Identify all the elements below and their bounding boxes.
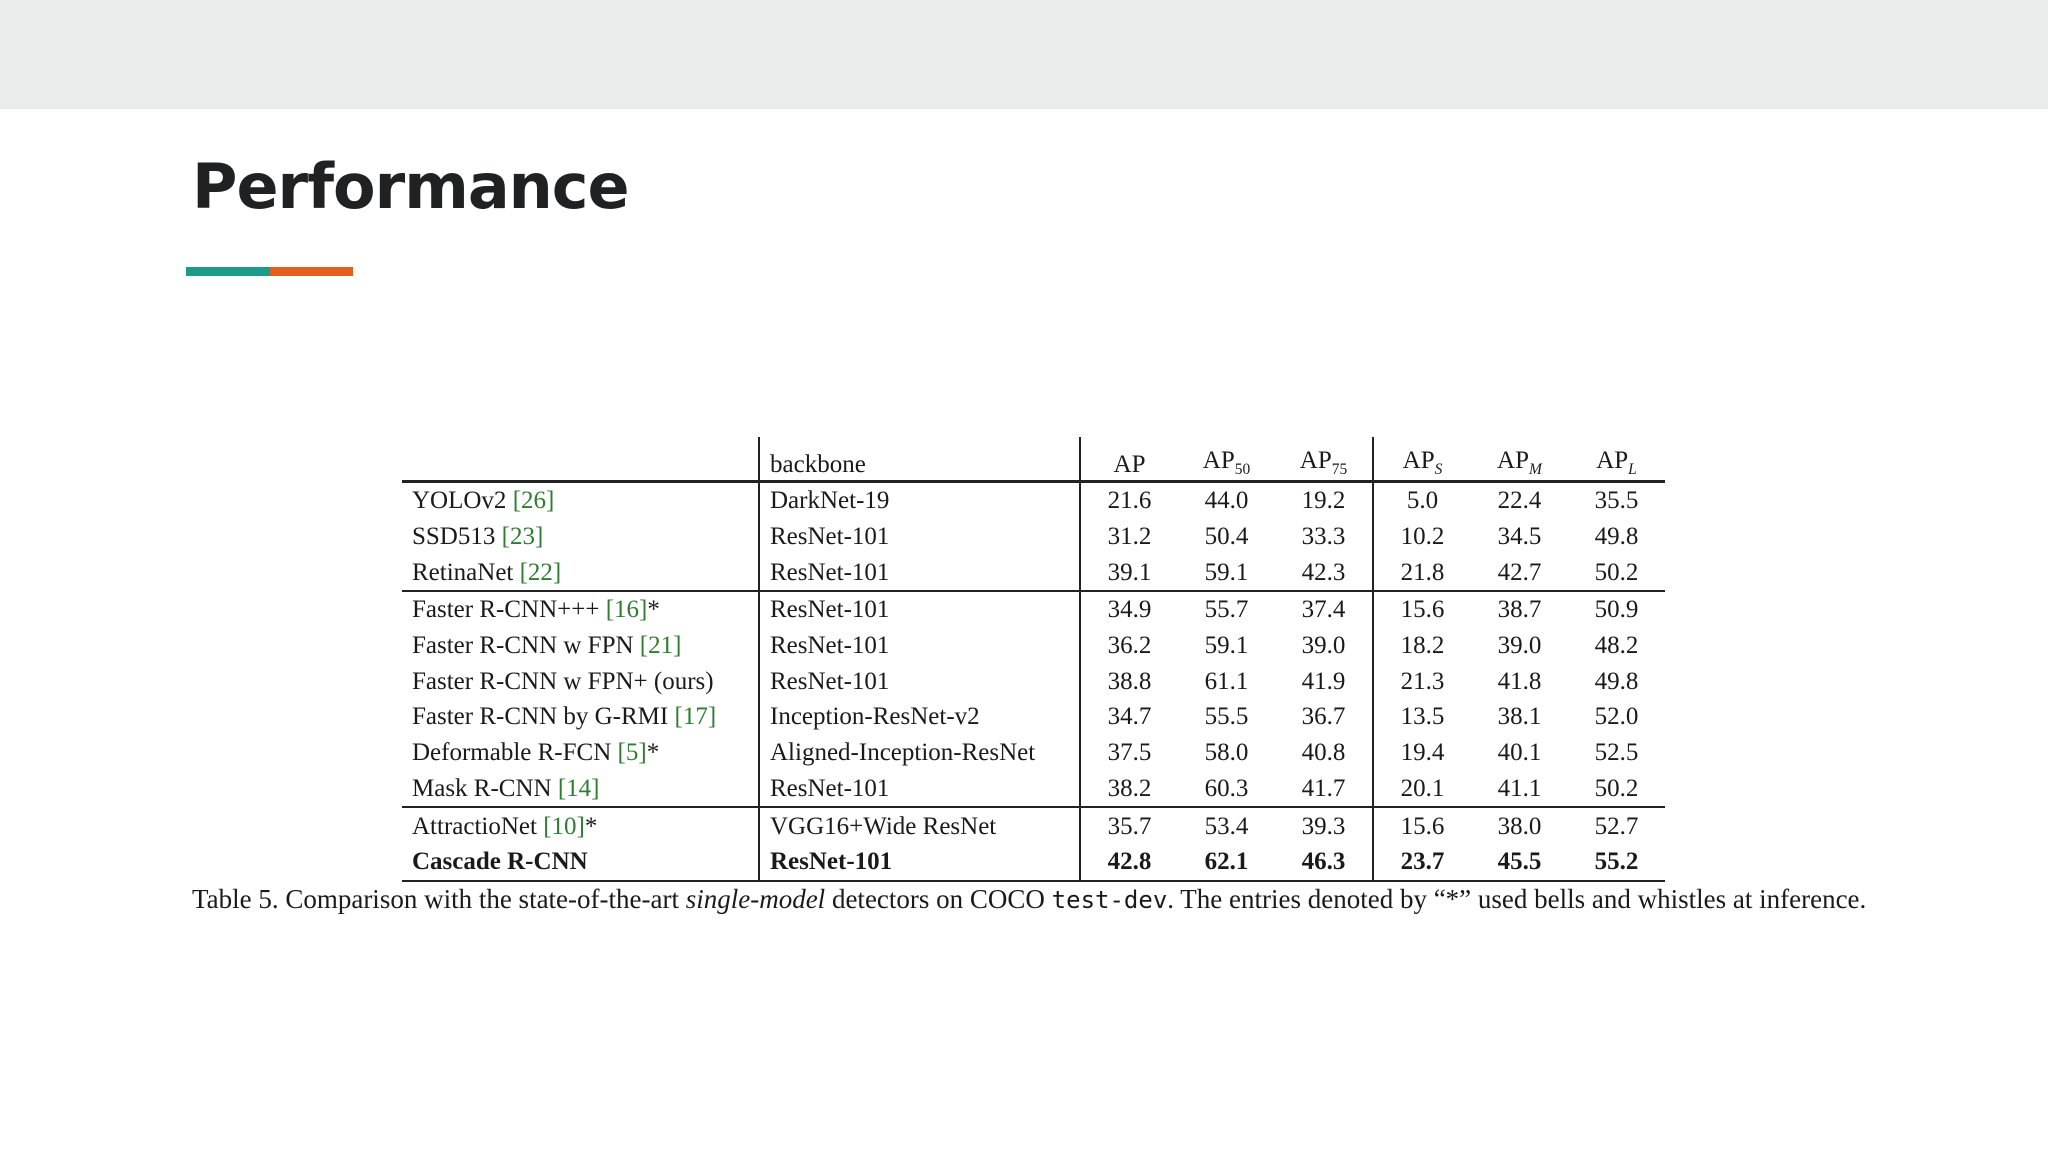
ap50-cell: 59.1 — [1204, 632, 1249, 660]
ap-cell: 35.7 — [1080, 807, 1178, 844]
table-caption: Table 5. Comparison with the state-of-the-art single-model detectors on COCO test-dev. The entries denoted by “*” used bells and whistles at inference. — [192, 884, 1867, 914]
ap75-cell: 41.9 — [1301, 667, 1346, 695]
method-cell — [402, 663, 759, 699]
ap50-cell: 61.1 — [1204, 667, 1249, 695]
ap-cell: 37.5 — [1080, 735, 1178, 771]
aps-cell: 13.5 — [1373, 699, 1471, 735]
method-name: Deformable R-FCN — [412, 739, 618, 767]
apm-cell: 39.0 — [1497, 632, 1542, 660]
apl-cell: 35.5 — [1594, 487, 1639, 515]
table-row — [402, 519, 1665, 555]
citation-link[interactable]: [16] — [605, 596, 648, 624]
accent-bar-teal — [186, 267, 270, 276]
apl-cell: 49.8 — [1594, 523, 1639, 551]
method-name: AttractioNet — [412, 812, 544, 840]
citation-link[interactable]: [22] — [519, 558, 562, 586]
ap50-cell: 55.5 — [1204, 703, 1249, 731]
citation-link[interactable]: [23] — [501, 523, 544, 551]
apm-cell: 22.4 — [1497, 487, 1542, 515]
bells-whistles-mark: * — [646, 739, 660, 767]
apl-cell: 50.9 — [1594, 596, 1639, 624]
apl-cell: 50.2 — [1594, 774, 1639, 802]
method-cell — [402, 771, 759, 808]
method-name: Cascade R-CNN — [412, 848, 588, 876]
table-row — [402, 699, 1665, 735]
ap50-cell: 59.1 — [1204, 558, 1249, 586]
method-name: RetinaNet — [412, 558, 520, 586]
apl-cell: 55.2 — [1594, 848, 1639, 876]
apm-cell: 40.1 — [1497, 739, 1542, 767]
ap50-cell: 60.3 — [1204, 774, 1249, 802]
method-name: SSD513 — [412, 523, 502, 551]
ap75-cell: 37.4 — [1301, 596, 1346, 624]
apl-cell: 50.2 — [1594, 558, 1639, 586]
ap75-cell: 41.7 — [1301, 774, 1346, 802]
apm-cell: 38.1 — [1497, 703, 1542, 731]
method-cell — [402, 482, 759, 519]
ap-cell: 38.8 — [1080, 663, 1178, 699]
aps-cell: 15.6 — [1373, 591, 1471, 628]
ap-cell: 31.2 — [1080, 519, 1178, 555]
citation-link[interactable]: [26] — [512, 487, 555, 515]
citation-link[interactable]: [5] — [617, 739, 647, 767]
apl-cell: 52.0 — [1594, 703, 1639, 731]
table-row — [402, 807, 1665, 844]
backbone-cell: ResNet-101 — [759, 844, 1080, 881]
citation-link[interactable]: [10] — [543, 812, 585, 840]
accent-bar-orange — [270, 267, 353, 276]
method-cell — [402, 807, 759, 844]
table-body — [402, 482, 1665, 881]
backbone-cell: ResNet-101 — [759, 663, 1080, 699]
backbone-cell: ResNet-101 — [759, 519, 1080, 555]
header-ap50: $AP_{50}$ — [1202, 446, 1251, 478]
aps-cell: 10.2 — [1373, 519, 1471, 555]
header-ap: AP — [1080, 437, 1178, 482]
table-header-row — [402, 437, 1665, 482]
apm-cell: 41.8 — [1497, 667, 1542, 695]
backbone-cell: ResNet-101 — [759, 554, 1080, 591]
method-name: Faster R-CNN w FPN — [412, 632, 640, 660]
table-row — [402, 628, 1665, 664]
ap75-cell: 36.7 — [1301, 703, 1346, 731]
table-row — [402, 771, 1665, 808]
aps-cell: 5.0 — [1373, 482, 1471, 519]
apl-cell: 52.5 — [1594, 739, 1639, 767]
results-table — [402, 437, 1665, 882]
apl-cell: 52.7 — [1594, 812, 1639, 840]
method-cell — [402, 628, 759, 664]
ap75-cell: 39.0 — [1301, 632, 1346, 660]
ap-cell: 42.8 — [1080, 844, 1178, 881]
table-row — [402, 591, 1665, 628]
backbone-cell: Aligned-Inception-ResNet — [759, 735, 1080, 771]
backbone-cell: ResNet-101 — [759, 591, 1080, 628]
table-row — [402, 663, 1665, 699]
aps-cell: 21.3 — [1373, 663, 1471, 699]
apl-cell: 48.2 — [1594, 632, 1639, 660]
table-row — [402, 554, 1665, 591]
method-name: Mask R-CNN — [412, 774, 558, 802]
method-cell — [402, 844, 759, 881]
ap75-cell: 19.2 — [1301, 487, 1346, 515]
citation-link[interactable]: [14] — [557, 774, 600, 802]
bells-whistles-mark: * — [584, 812, 598, 840]
method-name: Faster R-CNN w FPN+ (ours) — [412, 667, 714, 695]
ap50-cell: 55.7 — [1204, 596, 1249, 624]
ap-cell: 34.9 — [1080, 591, 1178, 628]
backbone-cell: VGG16+Wide ResNet — [759, 807, 1080, 844]
aps-cell: 21.8 — [1373, 554, 1471, 591]
method-name: Faster R-CNN+++ — [412, 596, 606, 624]
ap50-cell: 53.4 — [1204, 812, 1249, 840]
method-cell — [402, 699, 759, 735]
ap50-cell: 44.0 — [1204, 487, 1249, 515]
ap-cell: 34.7 — [1080, 699, 1178, 735]
ap75-cell: 39.3 — [1301, 812, 1346, 840]
backbone-cell: Inception-ResNet-v2 — [759, 699, 1080, 735]
citation-link[interactable]: [17] — [674, 703, 717, 731]
ap-cell: 39.1 — [1080, 554, 1178, 591]
apm-cell: 41.1 — [1497, 774, 1542, 802]
slide-title: Performance — [192, 150, 629, 223]
top-bar — [0, 0, 2048, 109]
aps-cell: 23.7 — [1373, 844, 1471, 881]
ap75-cell: 46.3 — [1301, 848, 1346, 876]
apm-cell: 34.5 — [1497, 523, 1542, 551]
ap50-cell: 58.0 — [1204, 739, 1249, 767]
method-cell — [402, 591, 759, 628]
header-ap75: $AP_{75}$ — [1299, 446, 1348, 478]
ap75-cell: 40.8 — [1301, 739, 1346, 767]
method-name: YOLOv2 — [412, 487, 513, 515]
header-method — [402, 437, 759, 482]
method-name: Faster R-CNN by G-RMI — [412, 703, 675, 731]
table-row — [402, 735, 1665, 771]
table-row — [402, 482, 1665, 519]
backbone-cell: ResNet-101 — [759, 628, 1080, 664]
aps-cell: 18.2 — [1373, 628, 1471, 664]
ap-cell: 38.2 — [1080, 771, 1178, 808]
ap75-cell: 33.3 — [1301, 523, 1346, 551]
backbone-cell: DarkNet-19 — [759, 482, 1080, 519]
backbone-cell: ResNet-101 — [759, 771, 1080, 808]
apl-cell: 49.8 — [1594, 667, 1639, 695]
ap75-cell: 42.3 — [1301, 558, 1346, 586]
apm-cell: 38.7 — [1497, 596, 1542, 624]
apm-cell: 38.0 — [1497, 812, 1542, 840]
table-row — [402, 844, 1665, 881]
ap50-cell: 62.1 — [1204, 848, 1249, 876]
ap50-cell: 50.4 — [1204, 523, 1249, 551]
aps-cell: 19.4 — [1373, 735, 1471, 771]
header-apl: $AP_L$ — [1596, 446, 1637, 478]
header-backbone: backbone — [759, 437, 1080, 482]
ap-cell: 21.6 — [1080, 482, 1178, 519]
method-cell — [402, 554, 759, 591]
method-cell — [402, 519, 759, 555]
citation-link[interactable]: [21] — [639, 632, 682, 660]
aps-cell: 15.6 — [1373, 807, 1471, 844]
header-apm: $AP_M$ — [1497, 446, 1542, 478]
ap-cell: 36.2 — [1080, 628, 1178, 664]
method-cell — [402, 735, 759, 771]
bells-whistles-mark: * — [647, 596, 660, 624]
aps-cell: 20.1 — [1373, 771, 1471, 808]
apm-cell: 42.7 — [1497, 558, 1542, 586]
header-aps: $AP_S$ — [1373, 437, 1471, 482]
apm-cell: 45.5 — [1497, 848, 1542, 876]
